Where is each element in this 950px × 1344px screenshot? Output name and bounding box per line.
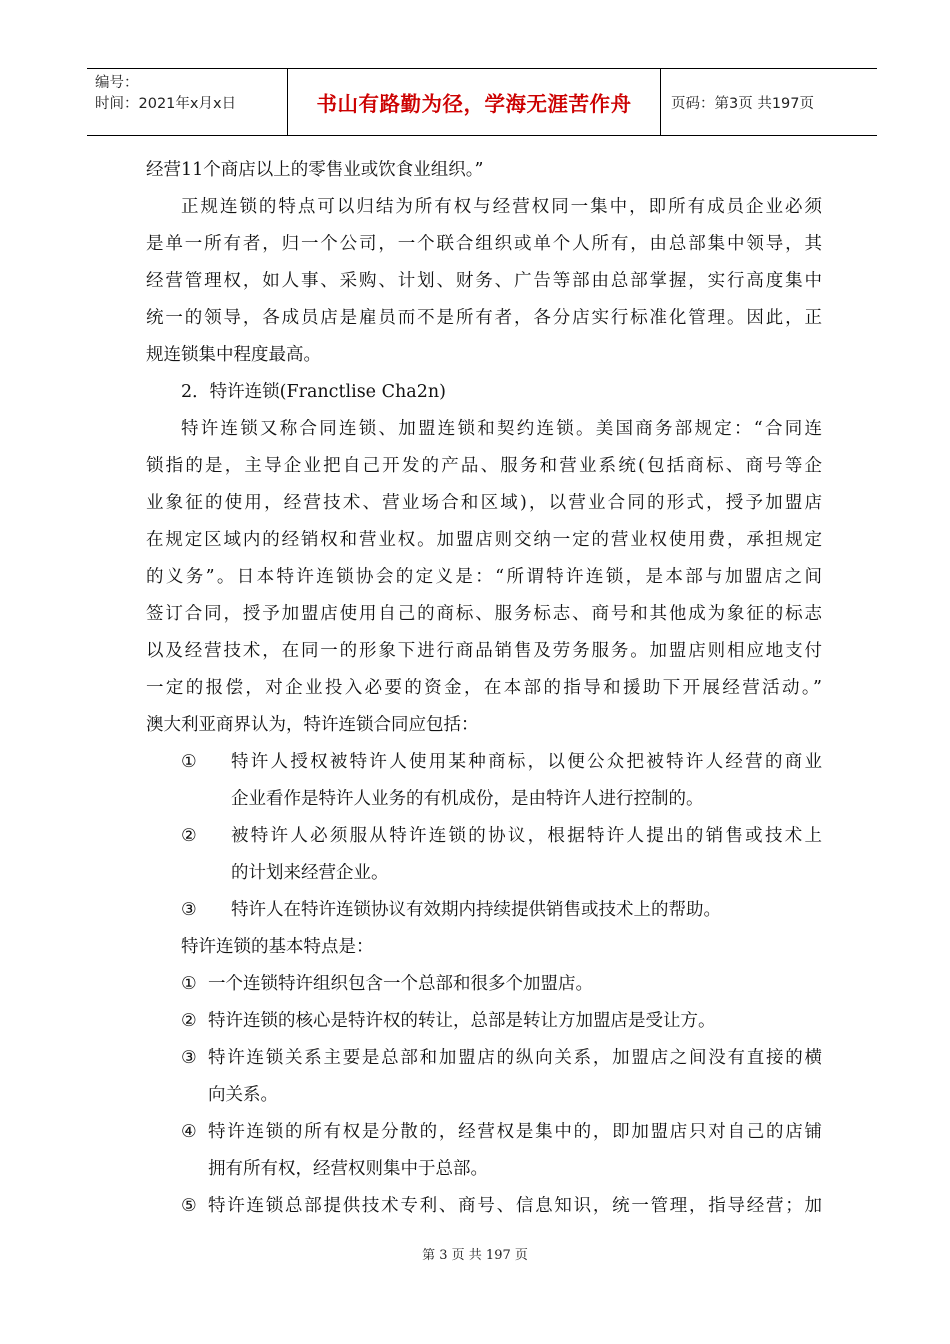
list-item [146,1114,822,1151]
list-number: ③ [181,900,197,920]
paragraph-line: 经营管理权，如人事、采购、计划、财务、广告等部由总部掌握，实行高度集中 [146,271,822,291]
paragraph-line: 统一的领导，各成员店是雇员而不是所有者，各分店实行标准化管理。因此，正 [146,308,822,328]
paragraph-line: 正规连锁的特点可以归结为所有权与经营权同一集中，即所有成员企业必须 [181,197,822,217]
list-number: ① [181,974,197,994]
list-item-text: 特许人在特许连锁协议有效期内持续提供销售或技术上的帮助。 [231,900,721,920]
list-number: ② [181,826,197,846]
paragraph-line: 一定的报偿，对企业投入必要的资金，在本部的指导和援助下开展经营活动。” [146,678,822,698]
document-body [146,152,822,1225]
header-page-label: 页码：第3页 共197页 [671,95,815,112]
list-item-text: 被特许人必须服从特许连锁的协议，根据特许人提出的销售或技术上 [231,826,822,846]
paragraph-line: 签订合同，授予加盟店使用自己的商标、服务标志、商号和其他成为象征的标志 [146,604,822,624]
paragraph-line: 特许连锁又称合同连锁、加盟连锁和契约连锁。美国商务部规定：“合同连 [181,419,822,439]
list-item [146,1040,822,1077]
features-heading: 特许连锁的基本特点是： [181,937,374,957]
list-number: ② [181,1011,197,1031]
paragraph-line: 澳大利亚商界认为，特许连锁合同应包括： [146,715,479,735]
paragraph-line: 在规定区域内的经销权和营业权。加盟店则交纳一定的营业权使用费，承担规定 [146,530,822,550]
header-motto: 书山有路勤为径，学海无涯苦作舟 [287,69,661,135]
list-item-text: 特许连锁的核心是特许权的转让，总部是转让方加盟店是受让方。 [208,1011,716,1031]
list-number: ⑤ [181,1196,197,1216]
list-item [146,892,822,929]
paragraph-line: 经营11个商店以上的零售业或饮食业组织。” [146,160,484,180]
list-number: ③ [181,1048,197,1068]
paragraph-line: 的义务”。日本特许连锁协会的定义是：“所谓特许连锁，是本部与加盟店之间 [146,567,822,587]
header-meta [87,69,287,135]
list-item-text: 特许连锁关系主要是总部和加盟店的纵向关系，加盟店之间没有直接的横 [208,1048,822,1068]
list-item-continuation: 企业看作是特许人业务的有机成份，是由特许人进行控制的。 [231,789,704,809]
page-header [87,68,877,136]
list-item-text: 特许连锁总部提供技术专利、商号、信息知识，统一管理，指导经营；加 [208,1196,822,1216]
list-item-continuation: 拥有所有权，经营权则集中于总部。 [208,1159,488,1179]
doc-number-label: 编号： [95,75,139,91]
list-item [146,1188,822,1225]
paragraph-line: 以及经营技术，在同一的形象下进行商品销售及劳务服务。加盟店则相应地支付 [146,641,822,661]
page-footer: 第 3 页 共 197 页 [422,1248,528,1263]
list-item-continuation: 向关系。 [208,1085,278,1105]
list-item [146,818,822,855]
list-item-continuation: 的计划来经营企业。 [231,863,389,883]
list-item [146,1003,822,1040]
list-item [146,744,822,781]
doc-date-label: 时间：2021年x月x日 [95,96,237,112]
paragraph-line: 锁指的是，主导企业把自己开发的产品、服务和营业系统(包括商标、商号等企 [146,456,822,476]
paragraph-line: 业象征的使用，经营技术、营业场合和区域)，以营业合同的形式，授予加盟店 [146,493,822,513]
paragraph-line: 规连锁集中程度最高。 [146,345,321,365]
list-number: ④ [181,1122,197,1142]
section-heading: 2．特许连锁(Franctlise Cha2n) [181,382,446,402]
list-item-text: 一个连锁特许组织包含一个总部和很多个加盟店。 [208,974,593,994]
list-item-text: 特许连锁的所有权是分散的，经营权是集中的，即加盟店只对自己的店铺 [208,1122,822,1142]
list-item [146,966,822,1003]
list-item-text: 特许人授权被特许人使用某种商标，以便公众把被特许人经营的商业 [231,752,822,772]
list-number: ① [181,752,197,772]
paragraph-line: 是单一所有者，归一个公司，一个联合组织或单个人所有，由总部集中领导，其 [146,234,822,254]
